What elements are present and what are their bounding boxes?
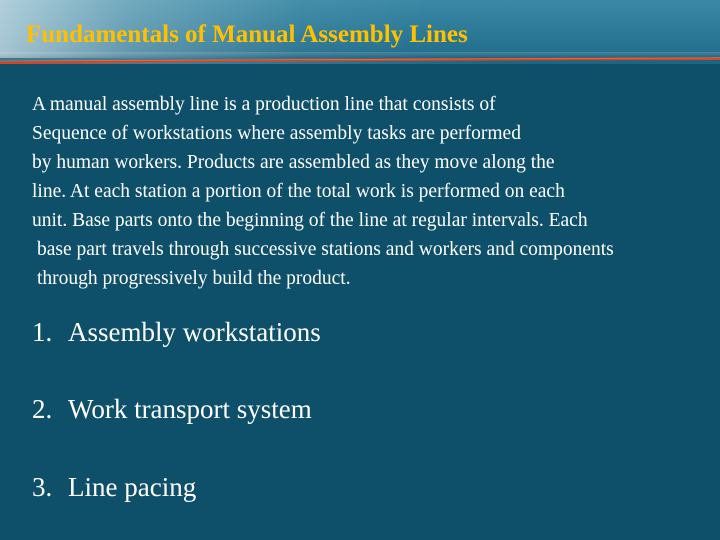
- paragraph-line: by human workers. Products are assembled as they move along the: [32, 152, 555, 173]
- paragraph-line: line. At each station a portion of the total work is performed on each: [32, 181, 565, 202]
- paragraph-line: Sequence of workstations where assembly tasks are performed: [32, 123, 521, 144]
- paragraph-line: unit. Base parts onto the beginning of the line at regular intervals. Each: [32, 210, 588, 231]
- list-item: [32, 319, 321, 346]
- list-item-text: Line pacing: [68, 472, 197, 502]
- list-item-number: 1.: [32, 317, 53, 347]
- paragraph-line: base part travels through successive stations and workers and components: [37, 239, 614, 260]
- content-area: [0, 64, 720, 540]
- list-item-text: Work transport system: [68, 394, 312, 424]
- paragraph-line: A manual assembly line is a production line that consists of: [32, 94, 496, 115]
- list-item-text: Assembly workstations: [68, 317, 321, 347]
- title-accent-line: [0, 56, 720, 64]
- paragraph-line: through progressively build the product.: [37, 268, 351, 289]
- list-item-number: 2.: [32, 394, 53, 424]
- description-paragraph: [32, 90, 720, 293]
- list-item: [32, 474, 196, 501]
- list-item: [32, 396, 312, 423]
- title-band: [0, 0, 720, 58]
- slide-title: Fundamentals of Manual Assembly Lines: [26, 21, 468, 48]
- list-item-number: 3.: [32, 472, 53, 502]
